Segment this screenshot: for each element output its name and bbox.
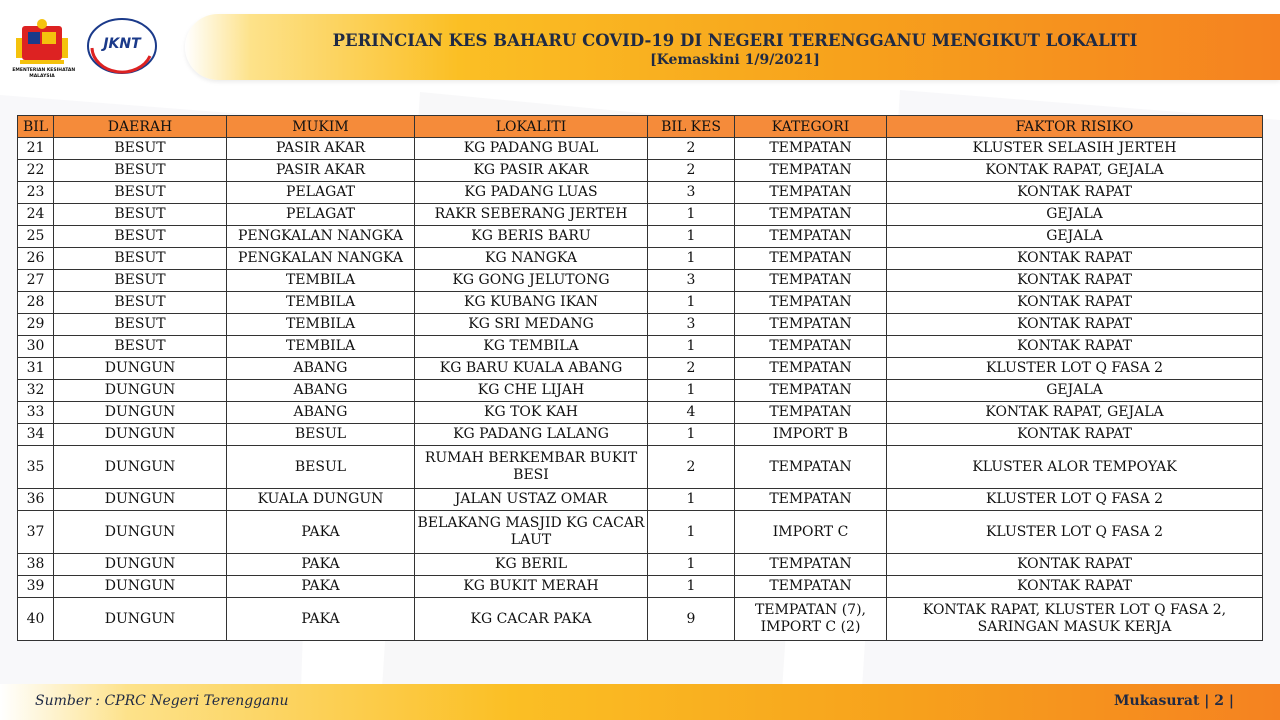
table-cell: 28 [18, 292, 54, 314]
table-cell: IMPORT C [735, 511, 887, 554]
table-cell: KONTAK RAPAT [887, 554, 1263, 576]
table-cell: 23 [18, 182, 54, 204]
table-cell: KG GONG JELUTONG [415, 270, 648, 292]
table-cell: BESUT [54, 204, 227, 226]
table-cell: 9 [648, 598, 735, 641]
table-cell: 3 [648, 182, 735, 204]
table-row [18, 402, 1263, 424]
col-header-lokaliti: LOKALITI [415, 116, 648, 138]
table-cell: 1 [648, 226, 735, 248]
table-cell: KG SRI MEDANG [415, 314, 648, 336]
table-cell: 26 [18, 248, 54, 270]
table-row [18, 160, 1263, 182]
table-cell: TEMBILA [227, 314, 415, 336]
table-cell: JALAN USTAZ OMAR [415, 489, 648, 511]
table-cell: PAKA [227, 554, 415, 576]
table-row [18, 138, 1263, 160]
table-cell: KG KUBANG IKAN [415, 292, 648, 314]
table-cell: 1 [648, 554, 735, 576]
table-cell: PAKA [227, 511, 415, 554]
table-cell: TEMPATAN [735, 314, 887, 336]
table-cell: BELAKANG MASJID KG CACAR LAUT [415, 511, 648, 554]
table-cell: KLUSTER LOT Q FASA 2 [887, 489, 1263, 511]
table-cell: TEMPATAN [735, 402, 887, 424]
table-cell: DUNGUN [54, 380, 227, 402]
table-cell: 31 [18, 358, 54, 380]
table-row [18, 424, 1263, 446]
table-cell: KG BERIL [415, 554, 648, 576]
table-cell: PAKA [227, 576, 415, 598]
table-row [18, 446, 1263, 489]
table-cell: KONTAK RAPAT, KLUSTER LOT Q FASA 2, SARINGAN MASUK KERJA [887, 598, 1263, 641]
table-row [18, 380, 1263, 402]
table-row [18, 226, 1263, 248]
table-row [18, 554, 1263, 576]
table-cell: KONTAK RAPAT [887, 248, 1263, 270]
table-row [18, 511, 1263, 554]
table-cell: KONTAK RAPAT [887, 314, 1263, 336]
table-cell: 35 [18, 446, 54, 489]
table-cell: TEMPATAN [735, 204, 887, 226]
table-cell: BESUT [54, 270, 227, 292]
table-cell: TEMPATAN [735, 489, 887, 511]
table-cell: BESUT [54, 292, 227, 314]
table-cell: TEMPATAN [735, 248, 887, 270]
table-cell: KONTAK RAPAT [887, 270, 1263, 292]
table-cell: BESUT [54, 182, 227, 204]
table-row [18, 292, 1263, 314]
table-cell: TEMPATAN [735, 554, 887, 576]
table-cell: DUNGUN [54, 358, 227, 380]
table-cell: KG PADANG BUAL [415, 138, 648, 160]
svg-text:MALAYSIA: MALAYSIA [29, 74, 55, 79]
table-cell: KLUSTER ALOR TEMPOYAK [887, 446, 1263, 489]
table-cell: BESUL [227, 446, 415, 489]
table-cell: KG BUKIT MERAH [415, 576, 648, 598]
table-cell: KG NANGKA [415, 248, 648, 270]
cases-table [17, 115, 1263, 641]
col-header-kategori: KATEGORI [735, 116, 887, 138]
table-cell: TEMBILA [227, 292, 415, 314]
table-cell: KUALA DUNGUN [227, 489, 415, 511]
table-row [18, 336, 1263, 358]
table-cell: KG TOK KAH [415, 402, 648, 424]
table-cell: DUNGUN [54, 489, 227, 511]
table-cell: DUNGUN [54, 424, 227, 446]
table-cell: BESUT [54, 138, 227, 160]
table-cell: 36 [18, 489, 54, 511]
table-cell: KONTAK RAPAT [887, 336, 1263, 358]
table-cell: TEMPATAN [735, 336, 887, 358]
table-cell: 1 [648, 424, 735, 446]
table-cell: KG TEMBILA [415, 336, 648, 358]
table-cell: RUMAH BERKEMBAR BUKIT BESI [415, 446, 648, 489]
table-cell: KONTAK RAPAT [887, 576, 1263, 598]
table-cell: KONTAK RAPAT [887, 182, 1263, 204]
col-header-faktor-risiko: FAKTOR RISIKO [887, 116, 1263, 138]
table-cell: DUNGUN [54, 402, 227, 424]
table-cell: BESUT [54, 226, 227, 248]
table-cell: 29 [18, 314, 54, 336]
table-cell: 38 [18, 554, 54, 576]
page-subtitle: [Kemaskini 1/9/2021] [650, 52, 820, 68]
table-cell: 22 [18, 160, 54, 182]
table-cell: DUNGUN [54, 554, 227, 576]
table-cell: 1 [648, 380, 735, 402]
table-cell: PASIR AKAR [227, 138, 415, 160]
table-cell: KG BERIS BARU [415, 226, 648, 248]
table-cell: TEMPATAN [735, 270, 887, 292]
table-row [18, 576, 1263, 598]
table-cell: 1 [648, 511, 735, 554]
table-cell: KLUSTER LOT Q FASA 2 [887, 511, 1263, 554]
table-cell: 1 [648, 248, 735, 270]
table-cell: TEMPATAN [735, 292, 887, 314]
table-row [18, 204, 1263, 226]
svg-text:KEMENTERIAN KESIHATAN: KEMENTERIAN KESIHATAN [12, 68, 76, 73]
table-cell: TEMPATAN (7), IMPORT C (2) [735, 598, 887, 641]
table-cell: 39 [18, 576, 54, 598]
table-cell: 1 [648, 204, 735, 226]
table-cell: 24 [18, 204, 54, 226]
col-header-bil: BIL [18, 116, 54, 138]
table-cell: BESUT [54, 160, 227, 182]
table-cell: 3 [648, 314, 735, 336]
table-cell: GEJALA [887, 226, 1263, 248]
table-cell: 1 [648, 336, 735, 358]
table-cell: 2 [648, 138, 735, 160]
table-header-row [18, 116, 1263, 138]
table-cell: 34 [18, 424, 54, 446]
table-cell: ABANG [227, 402, 415, 424]
table-cell: DUNGUN [54, 576, 227, 598]
table-row [18, 182, 1263, 204]
page-number: Mukasurat | 2 | [1114, 693, 1234, 709]
table-cell: KG BARU KUALA ABANG [415, 358, 648, 380]
table-cell: 27 [18, 270, 54, 292]
table-cell: GEJALA [887, 380, 1263, 402]
table-cell: BESUT [54, 248, 227, 270]
table-cell: PAKA [227, 598, 415, 641]
table-cell: RAKR SEBERANG JERTEH [415, 204, 648, 226]
table-cell: KG CHE LIJAH [415, 380, 648, 402]
table-cell: KG PADANG LUAS [415, 182, 648, 204]
table-cell: 32 [18, 380, 54, 402]
table-cell: GEJALA [887, 204, 1263, 226]
table-cell: KONTAK RAPAT, GEJALA [887, 160, 1263, 182]
table-row [18, 489, 1263, 511]
table-cell: TEMBILA [227, 336, 415, 358]
table-cell: PASIR AKAR [227, 160, 415, 182]
table-cell: TEMPATAN [735, 138, 887, 160]
table-cell: KLUSTER LOT Q FASA 2 [887, 358, 1263, 380]
table-cell: PELAGAT [227, 182, 415, 204]
table-cell: ABANG [227, 380, 415, 402]
table-cell: 25 [18, 226, 54, 248]
table-row [18, 314, 1263, 336]
table-cell: 1 [648, 576, 735, 598]
table-cell: KONTAK RAPAT, GEJALA [887, 402, 1263, 424]
table-cell: 1 [648, 292, 735, 314]
source-note: Sumber : CPRC Negeri Terengganu [35, 693, 289, 709]
table-cell: BESUT [54, 336, 227, 358]
table-cell: 3 [648, 270, 735, 292]
table-cell: TEMPATAN [735, 160, 887, 182]
table-cell: PENGKALAN NANGKA [227, 248, 415, 270]
table-cell: IMPORT B [735, 424, 887, 446]
table-cell: 2 [648, 446, 735, 489]
col-header-daerah: DAERAH [54, 116, 227, 138]
table-cell: KONTAK RAPAT [887, 292, 1263, 314]
table-cell: DUNGUN [54, 598, 227, 641]
table-cell: KG PASIR AKAR [415, 160, 648, 182]
table-cell: 40 [18, 598, 54, 641]
page-title: PERINCIAN KES BAHARU COVID-19 DI NEGERI TERENGGANU MENGIKUT LOKALITI [332, 31, 1138, 50]
table-cell: 37 [18, 511, 54, 554]
table-cell: 33 [18, 402, 54, 424]
table-row [18, 270, 1263, 292]
logo-group [12, 18, 162, 86]
table-cell: TEMPATAN [735, 226, 887, 248]
table-cell: KONTAK RAPAT [887, 424, 1263, 446]
table-row [18, 358, 1263, 380]
table-cell: 2 [648, 160, 735, 182]
table-cell: ABANG [227, 358, 415, 380]
table-cell: TEMPATAN [735, 446, 887, 489]
table-cell: TEMBILA [227, 270, 415, 292]
col-header-mukim: MUKIM [227, 116, 415, 138]
table-row [18, 598, 1263, 641]
table-cell: KLUSTER SELASIH JERTEH [887, 138, 1263, 160]
table-cell: 2 [648, 358, 735, 380]
table-cell: KG PADANG LALANG [415, 424, 648, 446]
table-cell: PENGKALAN NANGKA [227, 226, 415, 248]
moh-crest-icon [12, 18, 162, 86]
table-cell: 30 [18, 336, 54, 358]
table-cell: TEMPATAN [735, 576, 887, 598]
table-cell: TEMPATAN [735, 182, 887, 204]
table-cell: DUNGUN [54, 511, 227, 554]
table-cell: 4 [648, 402, 735, 424]
table-cell: BESUT [54, 314, 227, 336]
table-cell: 1 [648, 489, 735, 511]
table-cell: DUNGUN [54, 446, 227, 489]
table-cell: 21 [18, 138, 54, 160]
table-cell: TEMPATAN [735, 358, 887, 380]
table-cell: KG CACAR PAKA [415, 598, 648, 641]
table-row [18, 248, 1263, 270]
col-header-bil-kes: BIL KES [648, 116, 735, 138]
svg-text:JKNT: JKNT [103, 36, 141, 52]
table-cell: TEMPATAN [735, 380, 887, 402]
table-cell: PELAGAT [227, 204, 415, 226]
table-cell: BESUL [227, 424, 415, 446]
